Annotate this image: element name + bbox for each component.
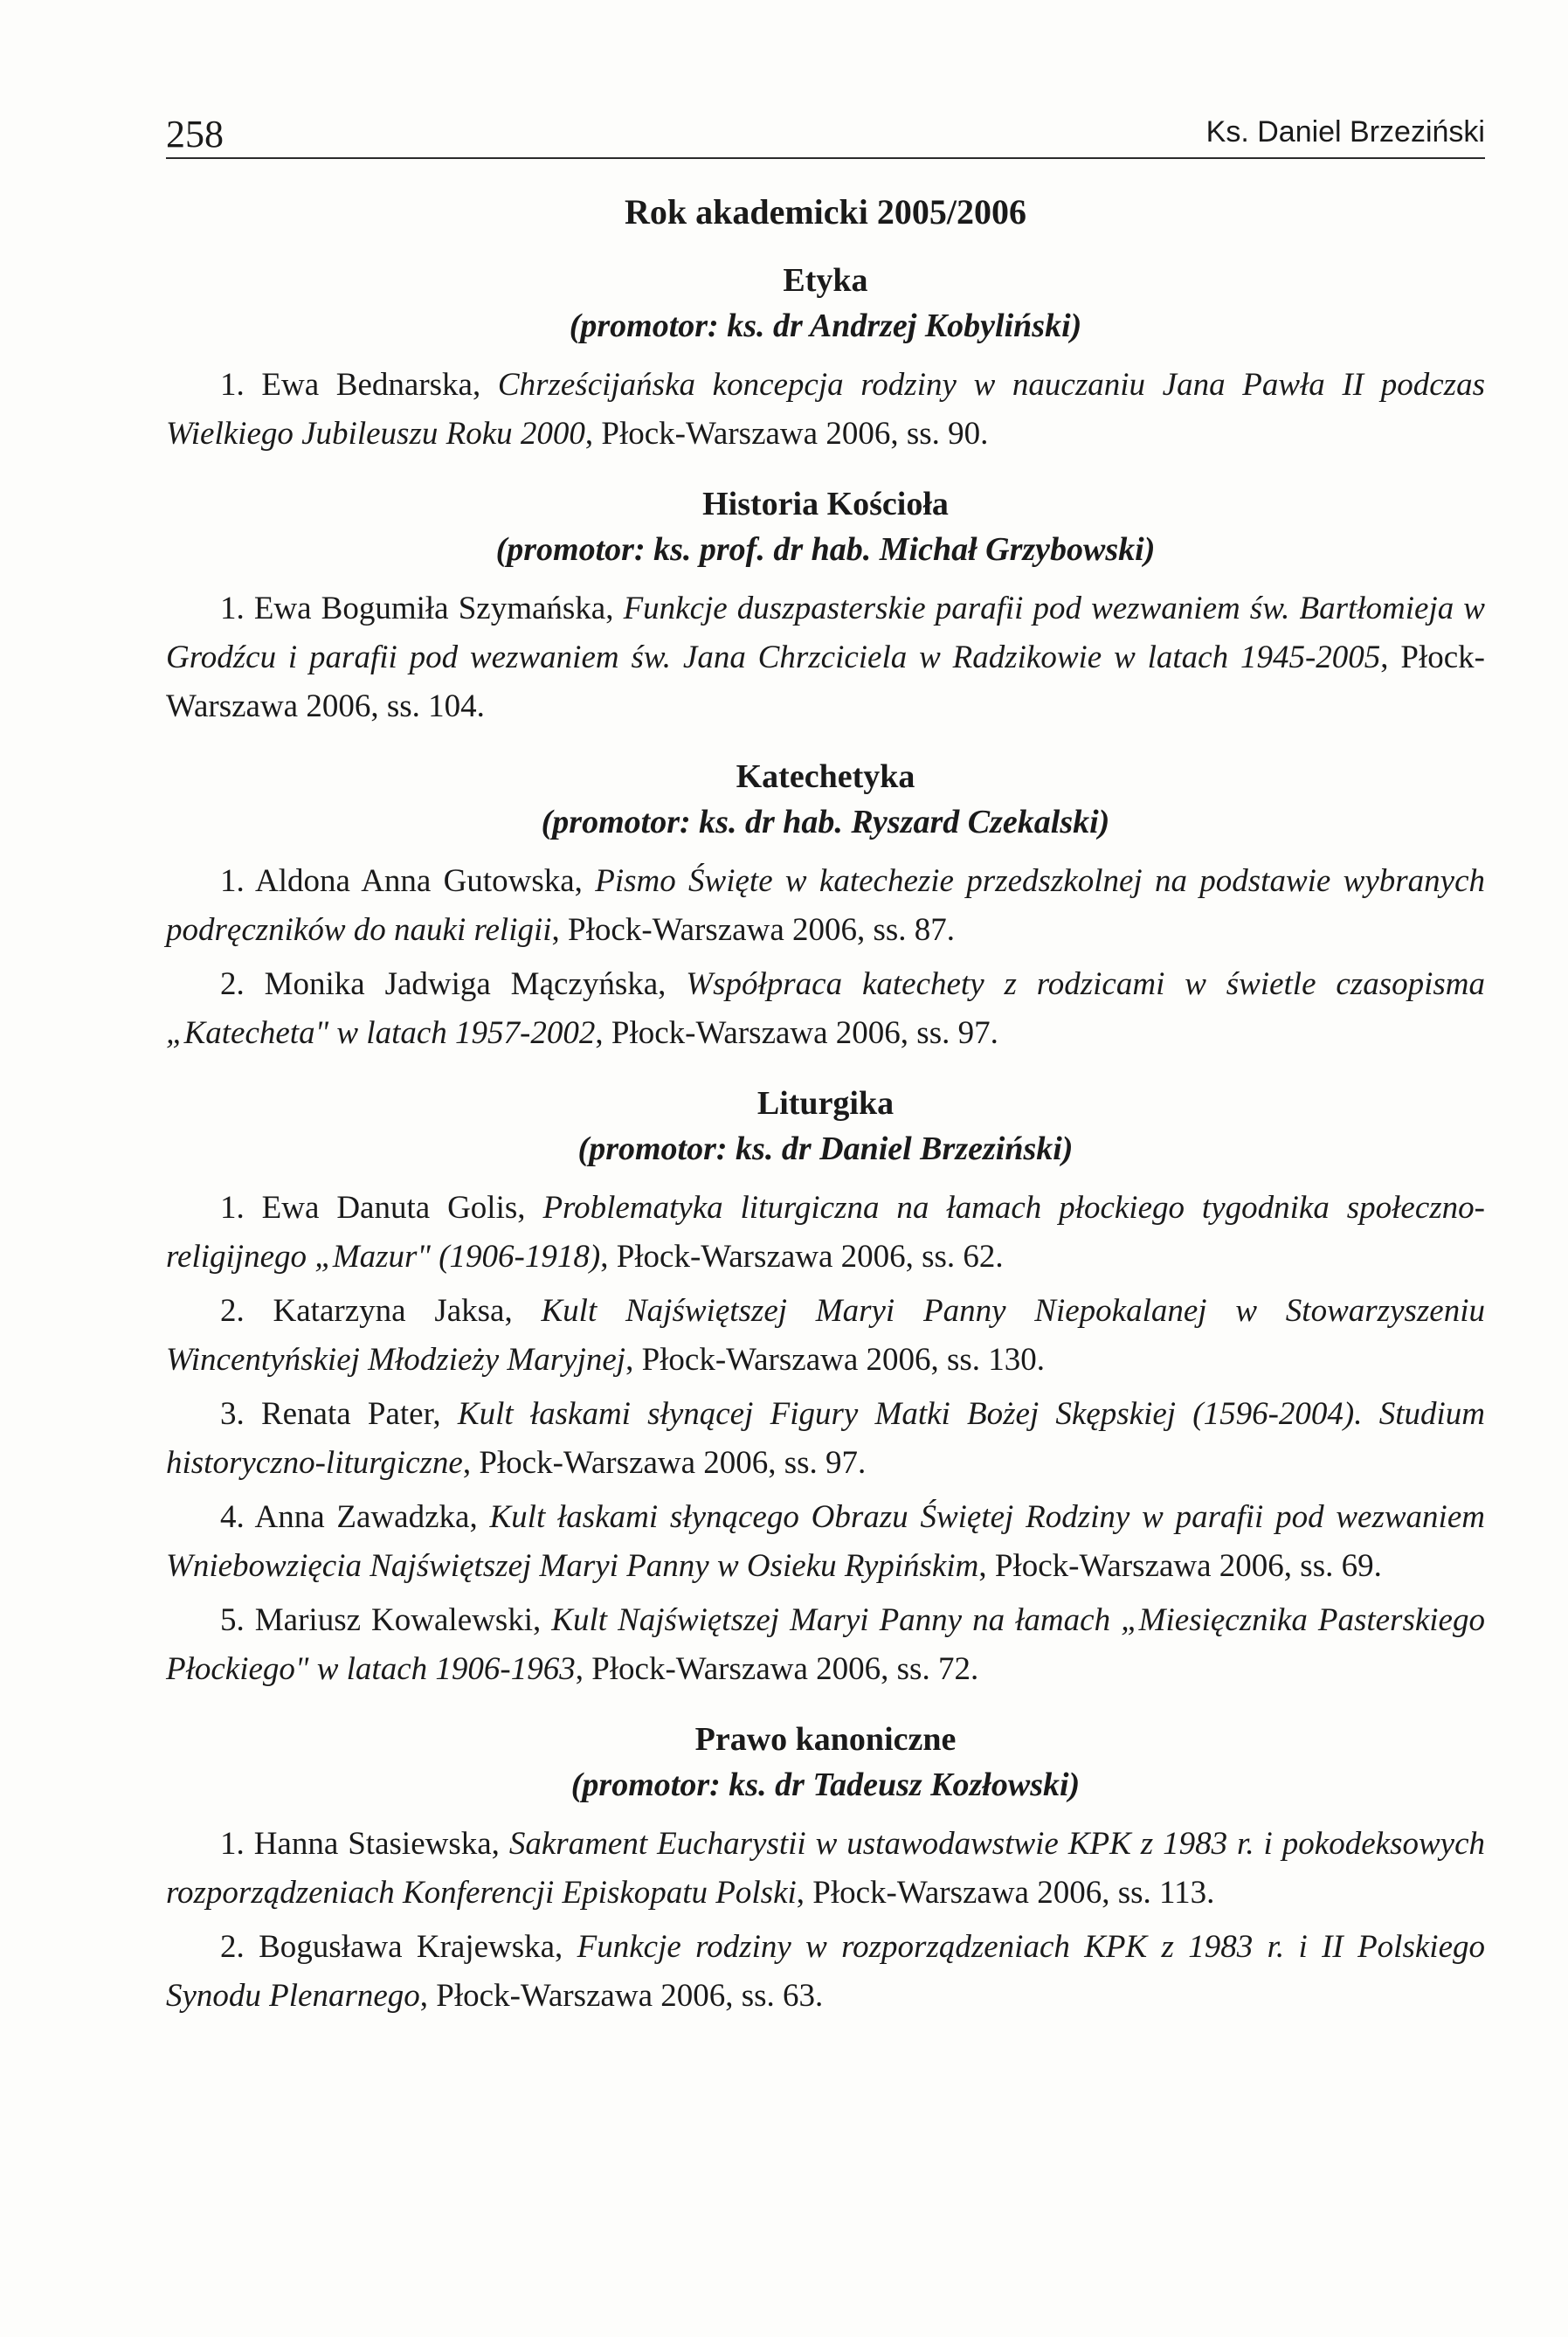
entry-publication-info: , Płock-Warszawa 2006, ss. 63. <box>419 1978 824 2014</box>
entry-publication-info: , Płock-Warszawa 2006, ss. 113. <box>796 1875 1215 1911</box>
section-title: Prawo kanoniczne <box>694 1721 957 1758</box>
bibliography-entry <box>166 1820 1485 1918</box>
main-content <box>166 188 1485 2043</box>
entry-author: 4. Anna Zawadzka, <box>220 1499 490 1535</box>
entry-title: Funkcje rodziny w rozporządzeniach KPK z 1983 r. i II Polskiego Synodu Plenarnego <box>166 1929 1485 2014</box>
entry-publication-info: , Płock-Warszawa 2006, ss. 130. <box>625 1342 1046 1378</box>
entry-author: 1. Aldona Anna Gutowska, <box>220 863 596 899</box>
entry-publication-info: , Płock-Warszawa 2006, ss. 104. <box>166 640 1485 724</box>
bibliography-entry <box>166 1923 1485 2021</box>
section <box>166 1717 1485 2021</box>
entry-author: 1. Ewa Bednarska, <box>220 367 498 403</box>
section-promotor: (promotor: ks. prof. dr hab. Michał Grzybowski) <box>495 531 1156 568</box>
entry-author: 1. Ewa Danuta Golis, <box>220 1190 543 1226</box>
entry-author: 5. Mariusz Kowalewski, <box>220 1602 552 1638</box>
entry-author: 2. Katarzyna Jaksa, <box>220 1293 542 1329</box>
entry-title: Funkcje duszpasterskie parafii pod wezwaniem św. Bartłomieja w Grodźcu i parafii pod wezwaniem św. Jana Chrzciciela w Radzikowie w latach 1945-2005 <box>166 591 1485 675</box>
running-head-author: Ks. Daniel Brzeziński <box>1205 115 1485 149</box>
entry-title: Problematyka liturgiczna na łamach płockiego tygodnika społeczno-religijnego „Mazur" (1906-1918) <box>166 1190 1485 1275</box>
section-promotor: (promotor: ks. dr Tadeusz Kozłowski) <box>570 1767 1081 1803</box>
bibliography-entry <box>166 1390 1485 1488</box>
bibliography-entry <box>166 1596 1485 1694</box>
bibliography-entry <box>166 361 1485 459</box>
page-number: 258 <box>166 113 224 156</box>
entry-publication-info: , Płock-Warszawa 2006, ss. 90. <box>584 416 989 452</box>
entry-publication-info: , Płock-Warszawa 2006, ss. 87. <box>551 912 956 948</box>
entry-title: Kult łaskami słynącej Figury Matki Bożej Skępskiej (1596-2004). Studium historyczno-liturgiczne <box>166 1396 1485 1481</box>
bibliography-entry <box>166 584 1485 731</box>
section-promotor: (promotor: ks. dr Daniel Brzeziński) <box>577 1130 1074 1167</box>
entry-title: Kult łaskami słynącego Obrazu Świętej Rodziny w parafii pod wezwaniem Wniebowzięcia Najświętszej Maryi Panny w Osieku Rypińskim <box>166 1499 1485 1584</box>
entry-title: Kult Najświętszej Maryi Panny Niepokalanej w Stowarzyszeniu Wincentyńskiej Młodzieży Maryjnej <box>166 1293 1485 1378</box>
section <box>166 481 1485 731</box>
entry-publication-info: , Płock-Warszawa 2006, ss. 72. <box>575 1651 979 1687</box>
section-title: Katechetyka <box>736 758 915 795</box>
bibliography-entry <box>166 1287 1485 1385</box>
entry-publication-info: , Płock-Warszawa 2006, ss. 69. <box>978 1548 1382 1584</box>
entry-author: 2. Monika Jadwiga Mączyńska, <box>220 966 687 1002</box>
sections-list <box>166 258 1485 2021</box>
entry-title: Sakrament Eucharystii w ustawodawstwie KPK z 1983 r. i pokodeksowych rozporządzeniach Konferencji Episkopatu Polski <box>166 1826 1485 1911</box>
entry-author: 2. Bogusława Krajewska, <box>220 1929 577 1965</box>
entry-title: Pismo Święte w katechezie przedszkolnej na podstawie wybranych podręczników do nauki religii <box>166 863 1485 948</box>
section-promotor: (promotor: ks. dr Andrzej Kobyliński) <box>569 308 1082 344</box>
entry-title: Kult Najświętszej Maryi Panny na łamach „Miesięcznika Pasterskiego Płockiego" w latach 1906-1963 <box>166 1602 1485 1687</box>
entry-author: 3. Renata Pater, <box>220 1396 458 1432</box>
running-head <box>166 105 1485 159</box>
entry-publication-info: , Płock-Warszawa 2006, ss. 62. <box>600 1239 1004 1275</box>
entry-title: Chrześcijańska koncepcja rodziny w nauczaniu Jana Pawła II podczas Wielkiego Jubileuszu Roku 2000 <box>166 367 1485 452</box>
year-heading: Rok akademicki 2005/2006 <box>624 192 1027 232</box>
entry-title: Współpraca katechety z rodzicami w świetle czasopisma „Katecheta" w latach 1957-2002 <box>166 966 1485 1051</box>
section-title: Liturgika <box>756 1085 895 1122</box>
bibliography-entry <box>166 1184 1485 1282</box>
section-title: Historia Kościoła <box>702 486 949 522</box>
section <box>166 1081 1485 1694</box>
section <box>166 258 1485 459</box>
bibliography-entry <box>166 960 1485 1058</box>
entry-author: 1. Ewa Bogumiła Szymańska, <box>220 591 624 626</box>
bibliography-entry <box>166 857 1485 955</box>
entry-publication-info: , Płock-Warszawa 2006, ss. 97. <box>462 1445 867 1481</box>
bibliography-entry <box>166 1493 1485 1591</box>
section-promotor: (promotor: ks. dr hab. Ryszard Czekalski) <box>541 804 1110 840</box>
entry-publication-info: , Płock-Warszawa 2006, ss. 97. <box>595 1015 998 1051</box>
section-title: Etyka <box>783 262 868 299</box>
section <box>166 754 1485 1058</box>
entry-author: 1. Hanna Stasiewska, <box>220 1826 509 1862</box>
